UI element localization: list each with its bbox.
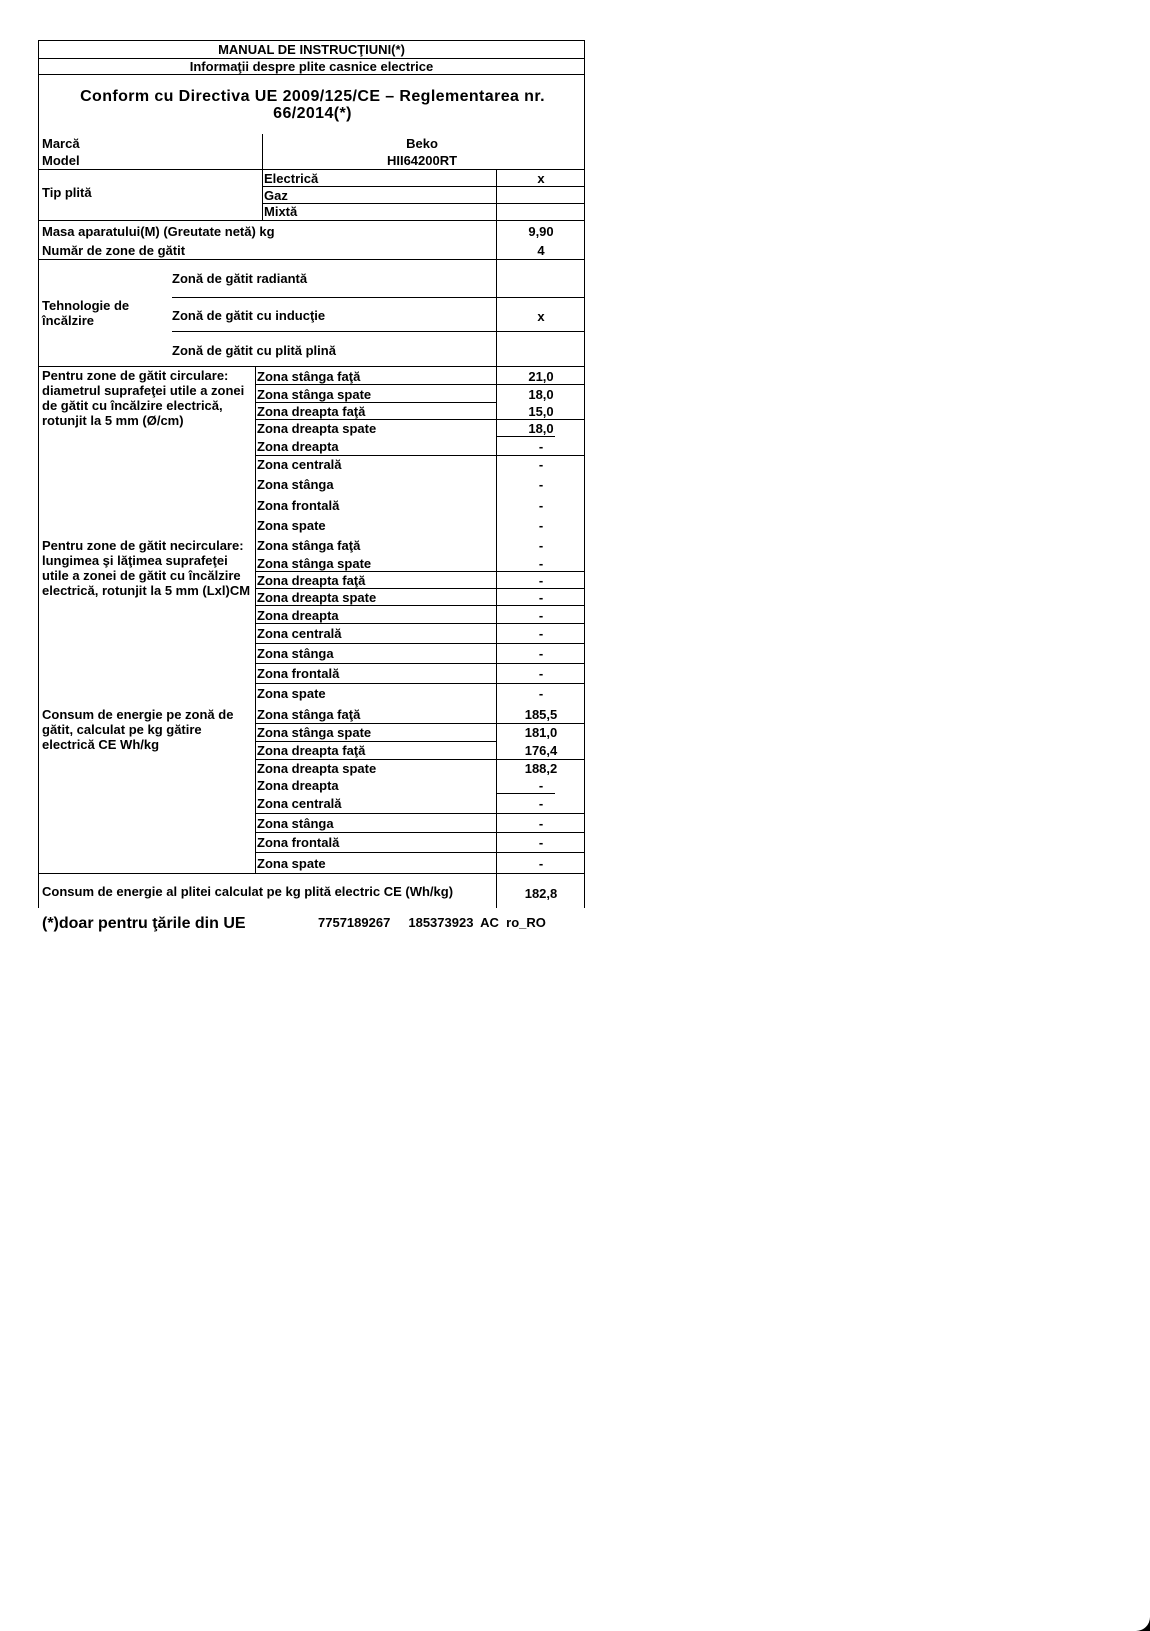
heating-tech-option: Zonă de gătit radiantă (172, 271, 308, 286)
zone-value: - (538, 856, 544, 871)
zone-name: Zona stânga faţă (257, 707, 361, 722)
zones-count-value: 4 (537, 243, 545, 258)
zone-name: Zona stânga spate (257, 725, 372, 740)
zone-name: Zona centrală (257, 457, 342, 472)
zone-value: - (538, 835, 544, 850)
energy-zone-label: Consum de energie pe zonă de gătit, calculat pe kg gătire electrică CE Wh/kg (42, 707, 234, 752)
heating-tech-mark: x (537, 309, 545, 324)
mass-label: Masa aparatului(M) (Greutate netă) kg (42, 224, 275, 239)
directive-heading: Conform cu Directiva UE 2009/125/CE – Reglementarea nr. 66/2014(*) (80, 88, 545, 122)
zone-value: - (538, 796, 544, 811)
zone-name: Zona dreapta spate (257, 761, 377, 776)
zone-value: 21,0 (528, 369, 554, 384)
zone-value: - (538, 573, 544, 588)
zone-name: Zona stânga faţă (257, 369, 361, 384)
zone-value: 18,0 (528, 387, 554, 402)
zone-value: - (538, 538, 544, 553)
zone-name: Zona spate (257, 856, 326, 871)
zone-value: - (538, 439, 544, 454)
zone-value: - (538, 518, 544, 533)
zone-value: - (538, 590, 544, 605)
zone-name: Zona dreapta faţă (257, 404, 366, 419)
zone-name: Zona spate (257, 518, 326, 533)
zone-name: Zona stânga (257, 816, 334, 831)
zone-name: Zona spate (257, 686, 326, 701)
zone-value: - (538, 556, 544, 571)
zone-name: Zona dreapta faţă (257, 743, 366, 758)
hob-type-mark: x (537, 171, 545, 186)
zone-name: Zona dreapta faţă (257, 573, 366, 588)
zone-name: Zona stânga spate (257, 387, 372, 402)
heating-tech-label: Tehnologie de încălzire (42, 298, 130, 328)
zone-value: - (538, 646, 544, 661)
zone-name: Zona stânga spate (257, 556, 372, 571)
zone-name: Zona centrală (257, 796, 342, 811)
hob-type-option: Mixtă (264, 204, 298, 219)
zone-value: - (538, 626, 544, 641)
zone-value: 176,4 (524, 743, 558, 758)
zone-value: - (538, 457, 544, 472)
zone-value: 185,5 (524, 707, 558, 722)
hob-type-option: Gaz (264, 188, 288, 203)
model-value: HII64200RT (386, 153, 458, 168)
zone-name: Zona frontală (257, 498, 340, 513)
footer-note: (*)doar pentru ţările din UE (42, 915, 246, 932)
zone-name: Zona dreapta (257, 778, 339, 793)
zone-value: - (538, 686, 544, 701)
energy-total-value: 182,8 (524, 886, 558, 901)
noncircular-zones-label: Pentru zone de gătit necirculare: lungimea şi lăţimea suprafeţei utile a zonei de gătit cu încălzire electrică, rotunjit la 5 mm (Lxl)CM (42, 538, 251, 598)
zones-count-label: Număr de zone de gătit (42, 243, 186, 258)
hob-type-label: Tip plită (42, 185, 92, 200)
zone-value: - (538, 477, 544, 492)
zone-name: Zona stânga (257, 477, 334, 492)
zone-value: 18,0 (528, 421, 554, 436)
zone-name: Zona dreapta spate (257, 421, 377, 436)
document-subtitle: Informaţii despre plite casnice electrice (189, 59, 434, 74)
zone-name: Zona frontală (257, 835, 340, 850)
zone-name: Zona stânga faţă (257, 538, 361, 553)
zone-value: 188,2 (524, 761, 558, 776)
zone-value: - (538, 778, 544, 793)
model-label: Model (42, 153, 80, 168)
zone-name: Zona frontală (257, 666, 340, 681)
zone-name: Zona dreapta spate (257, 590, 377, 605)
zone-name: Zona dreapta (257, 439, 339, 454)
brand-value: Beko (406, 136, 438, 151)
zone-name: Zona stânga (257, 646, 334, 661)
footer-codes: 7757189267 185373923 AC ro_RO (318, 915, 546, 930)
zone-value: - (538, 608, 544, 623)
zone-value: - (538, 666, 544, 681)
circular-zones-label: Pentru zone de gătit circulare: diametrul suprafeţei utile a zonei de gătit cu încălzire electrică, rotunjit la 5 mm (Ø/cm) (42, 368, 245, 428)
heating-tech-option: Zonă de gătit cu inducţie (172, 308, 326, 323)
zone-value: - (538, 498, 544, 513)
zone-value: 181,0 (524, 725, 558, 740)
energy-total-label: Consum de energie al plitei calculat pe kg plită electric CE (Wh/kg) (42, 884, 454, 899)
zone-name: Zona dreapta (257, 608, 339, 623)
zone-value: - (538, 816, 544, 831)
brand-label: Marcă (42, 136, 80, 151)
zone-value: 15,0 (528, 404, 554, 419)
zone-name: Zona centrală (257, 626, 342, 641)
mass-value: 9,90 (528, 224, 554, 239)
hob-type-option: Electrică (264, 171, 319, 186)
document-title: MANUAL DE INSTRUCŢIUNI(*) (218, 42, 405, 57)
heating-tech-option: Zonă de gătit cu plită plină (172, 343, 336, 358)
